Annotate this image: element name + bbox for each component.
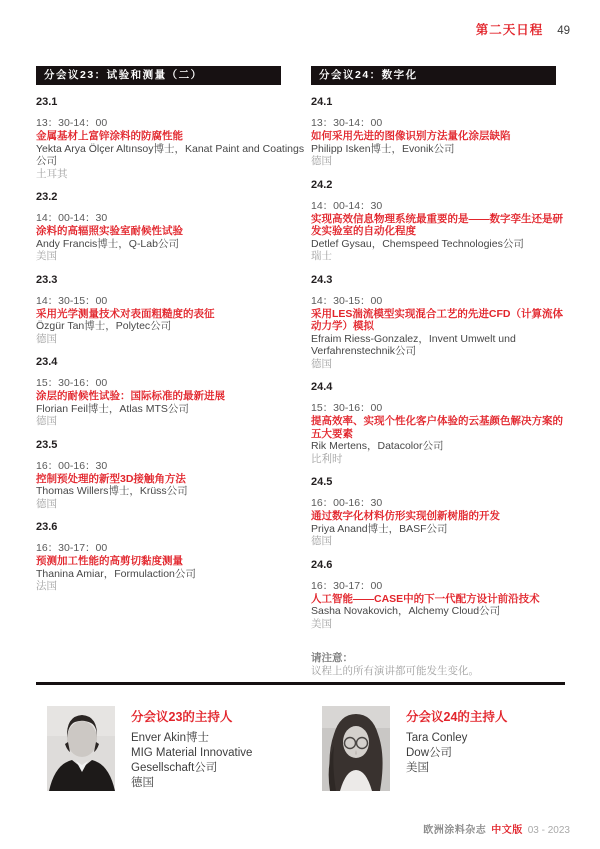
session-time: 14：00-14：30 bbox=[36, 212, 108, 224]
session-item bbox=[36, 191, 311, 263]
session-title: 涂层的耐候性试验：国际标准的最新进展 bbox=[36, 390, 225, 402]
program-columns bbox=[36, 66, 576, 678]
session-number: 23.4 bbox=[36, 356, 58, 368]
session-speaker: Efraim Riess-Gonzalez，Invent Umwelt und Verfahrenstechnik公司 bbox=[311, 332, 516, 357]
note-body: 议程上的所有演讲都可能发生变化。 bbox=[311, 665, 479, 677]
session-country: 德国 bbox=[36, 497, 57, 510]
session-time: 13：30-14：00 bbox=[311, 117, 383, 129]
woman-portrait-photo bbox=[322, 706, 390, 791]
session-speaker: Thanina Amiar，Formulaction公司 bbox=[36, 567, 196, 580]
session-item bbox=[311, 476, 573, 548]
session-title: 实现高效信息物理系统最重要的是——数字孪生还是研发实验室的自动化程度 bbox=[311, 212, 563, 237]
chair-company-line: MIG Material Innovative bbox=[131, 747, 253, 759]
session-speaker: Yekta Arya Ölçer Altınsoy博士，Kanat Paint and Coatings公司 bbox=[36, 142, 305, 167]
chair-session-23 bbox=[36, 706, 311, 791]
session-speaker: Florian Feil博士，Atlas MTS公司 bbox=[36, 402, 189, 415]
session-chairs bbox=[36, 706, 576, 791]
session-item bbox=[36, 439, 311, 511]
chair-company-line: Dow公司 bbox=[406, 747, 453, 759]
session-time: 13：30-14：00 bbox=[36, 117, 108, 129]
session-number: 24.6 bbox=[311, 558, 333, 571]
session-number: 24.5 bbox=[311, 476, 333, 488]
session-item bbox=[311, 559, 573, 631]
session-country: 德国 bbox=[311, 357, 332, 370]
session-item bbox=[36, 356, 311, 428]
journal-edition: 中文版 bbox=[491, 825, 523, 836]
session-item bbox=[311, 381, 573, 465]
session-title: 如何采用先进的图像识别方法量化涂层缺陷 bbox=[311, 130, 511, 142]
session-time: 16：30-17：00 bbox=[36, 542, 108, 554]
session-24-header-bar: 分会议24：数字化 bbox=[311, 66, 556, 85]
page-header bbox=[476, 20, 570, 38]
session-item bbox=[36, 96, 311, 180]
session-speaker: Detlef Gysau，Chemspeed Technologies公司 bbox=[311, 237, 524, 250]
session-item bbox=[311, 274, 573, 371]
session-title: 金属基材上富锌涂料的防腐性能 bbox=[36, 130, 183, 142]
session-item bbox=[311, 96, 573, 168]
chair-country: 美国 bbox=[406, 762, 429, 774]
session-country: 德国 bbox=[36, 332, 57, 345]
session-title: 采用光学测量技术对表面粗糙度的表征 bbox=[36, 307, 215, 320]
session-country: 瑞士 bbox=[311, 250, 332, 262]
session-country: 土耳其 bbox=[36, 167, 68, 180]
session-number: 23.3 bbox=[36, 273, 58, 286]
session-number: 23.5 bbox=[36, 438, 58, 451]
page-number: 49 bbox=[557, 25, 570, 37]
chair-name: Enver Akin博士 bbox=[131, 732, 209, 744]
session-time: 14：00-14：30 bbox=[311, 199, 383, 212]
session-title: 通过数字化材料仿形实现创新树脂的开发 bbox=[311, 510, 500, 522]
chair-name: Tara Conley bbox=[406, 732, 468, 744]
section-divider-rule bbox=[36, 682, 565, 685]
session-speaker: Andy Francis博士，Q-Lab公司 bbox=[36, 237, 179, 250]
session-number: 23.1 bbox=[36, 96, 58, 108]
session-title: 预测加工性能的高剪切黏度测量 bbox=[36, 555, 183, 567]
session-item bbox=[311, 179, 573, 263]
session-title: 控制预处理的新型3D接触角方法 bbox=[36, 472, 186, 485]
journal-footer bbox=[423, 821, 570, 836]
column-session-24 bbox=[311, 66, 573, 678]
session-speaker: Özgür Tan博士，Polytec公司 bbox=[36, 320, 172, 332]
chair-text-block bbox=[406, 706, 507, 791]
chair-heading: 分会议23的主持人 bbox=[131, 710, 233, 724]
session-title: 人工智能——CASE中的下一代配方设计前沿技术 bbox=[311, 592, 540, 605]
chair-company-line: Gesellschaft公司 bbox=[131, 762, 218, 774]
session-speaker: Sasha Novakovich，Alchemy Cloud公司 bbox=[311, 605, 501, 617]
session-speaker: Thomas Willers博士，Krüss公司 bbox=[36, 485, 188, 497]
session-number: 24.3 bbox=[311, 273, 333, 286]
session-time: 15：30-16：00 bbox=[311, 402, 383, 414]
session-item bbox=[36, 274, 311, 346]
session-country: 美国 bbox=[311, 617, 332, 630]
session-number: 24.1 bbox=[311, 96, 333, 108]
session-speaker: Rik Mertens，Datacolor公司 bbox=[311, 440, 444, 452]
column-session-23 bbox=[36, 66, 311, 678]
chair-country: 德国 bbox=[131, 777, 154, 789]
session-time: 15：30-16：00 bbox=[36, 377, 108, 389]
session-time: 14：30-15：00 bbox=[36, 294, 108, 307]
session-speaker: Philipp Isken博士，Evonik公司 bbox=[311, 142, 455, 155]
journal-issue: 03 - 2023 bbox=[527, 825, 570, 836]
session-country: 美国 bbox=[36, 250, 57, 262]
session-number: 23.2 bbox=[36, 191, 58, 203]
session-title: 提高效率、实现个性化客户体验的云基颜色解决方案的五大要素 bbox=[311, 415, 563, 440]
note-title: 请注意： bbox=[311, 652, 353, 664]
chair-text-block bbox=[131, 706, 252, 791]
session-title: 涂料的高辐照实验室耐候性试验 bbox=[36, 225, 183, 237]
session-country: 法国 bbox=[36, 580, 57, 592]
session-country: 德国 bbox=[311, 155, 332, 167]
session-speaker: Priya Anand博士，BASF公司 bbox=[311, 522, 448, 535]
session-country: 比利时 bbox=[311, 452, 343, 465]
session-number: 24.4 bbox=[311, 381, 333, 393]
session-number: 24.2 bbox=[311, 178, 333, 191]
session-item bbox=[36, 521, 311, 593]
session-time: 16：30-17：00 bbox=[311, 579, 383, 592]
session-number: 23.6 bbox=[36, 521, 58, 533]
day-schedule-title: 第二天日程 bbox=[475, 23, 544, 37]
session-time: 16：00-16：30 bbox=[311, 497, 383, 509]
session-country: 德国 bbox=[311, 535, 332, 547]
session-country: 德国 bbox=[36, 415, 57, 427]
session-time: 16：00-16：30 bbox=[36, 459, 108, 472]
chair-session-24 bbox=[311, 706, 573, 791]
program-change-note bbox=[311, 652, 573, 678]
chair-heading: 分会议24的主持人 bbox=[406, 710, 508, 724]
man-portrait-photo bbox=[47, 706, 115, 791]
journal-name: 欧洲涂料杂志 bbox=[423, 825, 487, 836]
session-23-header-bar: 分会议23：试验和测量（二） bbox=[36, 66, 281, 85]
session-time: 14：30-15：00 bbox=[311, 294, 383, 307]
session-title: 采用LES湍流模型实现混合工艺的先进CFD（计算流体动力学）模拟 bbox=[311, 307, 563, 332]
